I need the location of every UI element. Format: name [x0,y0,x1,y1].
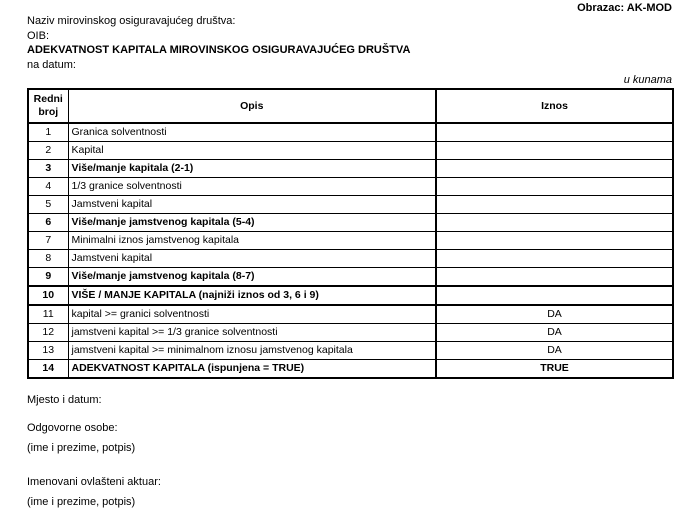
table-row [28,178,673,196]
row-number: 10 [28,286,68,305]
table-row [28,342,673,360]
form-code: Obrazac: AK-MOD [577,2,672,14]
capital-adequacy-table [27,88,674,379]
place-date-label: Mjesto i datum: [27,394,102,406]
row-number: 2 [28,142,68,160]
table-header-row [28,89,673,123]
row-description: 1/3 granice solventnosti [68,178,436,196]
actuary-signature-hint: (ime i prezime, potpis) [27,496,136,508]
row-description: Granica solventnosti [68,123,436,142]
row-description: ADEKVATNOST KAPITALA (ispunjena = TRUE) [68,360,436,379]
table-row [28,286,673,305]
responsible-signature-hint: (ime i prezime, potpis) [27,442,136,454]
company-name-label: Naziv mirovinskog osiguravajućeg društva: [27,15,236,27]
actuary-label: Imenovani ovlašteni aktuar: [27,476,161,488]
responsible-persons-label: Odgovorne osobe: [27,422,118,434]
row-number: 9 [28,268,68,287]
table-row [28,214,673,232]
row-amount [436,178,673,196]
row-amount: DA [436,324,673,342]
table-row [28,123,673,142]
row-amount [436,250,673,268]
row-amount [436,286,673,305]
row-description: VIŠE / MANJE KAPITALA (najniži iznos od 3, 6 i 9) [68,286,436,305]
row-number: 14 [28,360,68,379]
row-number: 13 [28,342,68,360]
row-number: 12 [28,324,68,342]
row-number: 8 [28,250,68,268]
currency-note: u kunama [623,74,672,86]
row-amount: TRUE [436,360,673,379]
row-description: Jamstveni kapital [68,250,436,268]
row-number: 11 [28,305,68,324]
row-number: 1 [28,123,68,142]
row-description: Više/manje jamstvenog kapitala (8-7) [68,268,436,287]
row-number: 3 [28,160,68,178]
row-description: Više/manje kapitala (2-1) [68,160,436,178]
table-row [28,232,673,250]
row-description: Jamstveni kapital [68,196,436,214]
table-row [28,324,673,342]
column-header-amount: Iznos [436,89,673,123]
row-description: jamstveni kapital >= minimalnom iznosu jamstvenog kapitala [68,342,436,360]
row-amount [436,232,673,250]
table-row [28,268,673,287]
row-amount [436,196,673,214]
row-description: Kapital [68,142,436,160]
column-header-description: Opis [68,89,436,123]
row-description: Minimalni iznos jamstvenog kapitala [68,232,436,250]
row-amount: DA [436,305,673,324]
row-amount [436,268,673,287]
row-description: jamstveni kapital >= 1/3 granice solventnosti [68,324,436,342]
row-amount [436,214,673,232]
table-row [28,160,673,178]
date-label: na datum: [27,59,76,71]
row-amount [436,142,673,160]
row-description: Više/manje jamstvenog kapitala (5-4) [68,214,436,232]
table-row [28,250,673,268]
row-amount: DA [436,342,673,360]
table-row [28,360,673,379]
row-number: 5 [28,196,68,214]
row-number: 7 [28,232,68,250]
oib-label: OIB: [27,30,50,42]
column-header-no: Redni broj [28,89,68,123]
table-row [28,142,673,160]
row-number: 6 [28,214,68,232]
row-amount [436,160,673,178]
table-row [28,196,673,214]
row-number: 4 [28,178,68,196]
row-description: kapital >= granici solventnosti [68,305,436,324]
document-title: ADEKVATNOST KAPITALA MIROVINSKOG OSIGURAVAJUĆEG DRUŠTVA [27,44,411,56]
row-amount [436,123,673,142]
table-row [28,305,673,324]
